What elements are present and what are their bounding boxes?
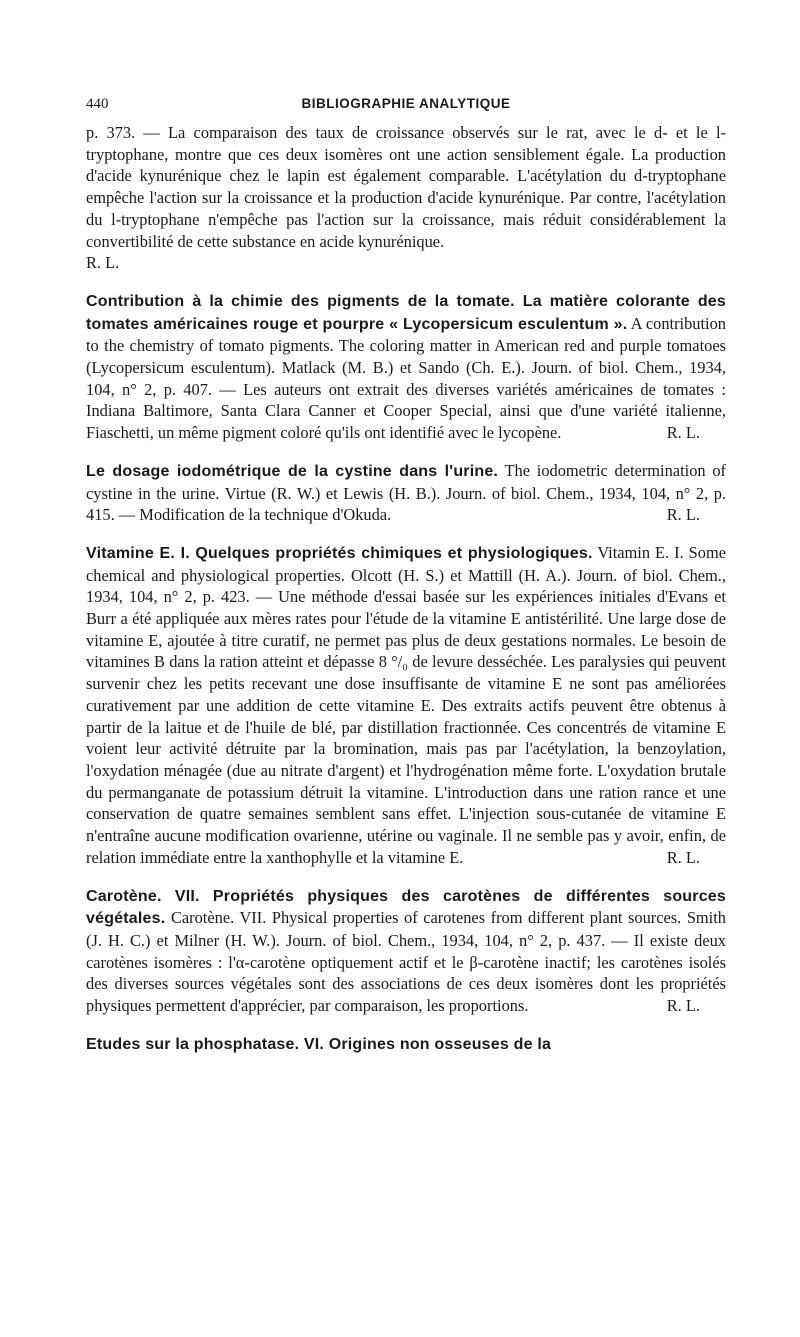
abstract-signature: R. L. xyxy=(666,505,700,525)
abstract-signature: R. L. xyxy=(86,253,120,273)
abstract-body: Contribution à la chimie des pigments de la tomate. La matière colorante des tomates américaines rouge et pourpre « Lycopersicum esculentum ». A contribution to the chemistry of tomato pigments. The coloring matter in American red and purple tomatoes (Lycopersicum esculentum). Matlack (M. B.) et Sando (Ch. E.). Journ. of biol. Chem., 1934, 104, n° 2, p. 407. — Les auteurs ont extrait des diverses variétés américaines de tomates : Indiana Baltimore, Santa Clara Canner et Cooper Special, ainsi que d'une variété italienne, Fiaschetti, un même pigment coloré qu'ils ont identifié avec le lycopène. R. L. xyxy=(86,292,727,443)
abstract-entry xyxy=(86,122,726,274)
abstract-signature: R. L. xyxy=(666,996,700,1016)
abstract-title: Vitamine E. I. Quelques propriétés chimiques et physiologiques. xyxy=(86,544,593,562)
abstract-title: Carotène. VII. Propriétés physiques des carotènes de différentes sources végétales. xyxy=(86,887,726,928)
document-page xyxy=(86,92,726,1055)
abstract-title: Contribution à la chimie des pigments de la tomate. La matière colorante des tomates américaines rouge et pourpre « Lycopersicum esculentum ». xyxy=(86,292,726,333)
abstract-title: Etudes sur la phosphatase. VI. Origines non osseuses de la xyxy=(86,1035,552,1053)
abstract-body: Le dosage iodométrique de la cystine dans l'urine. The iodometric determination of cystine in the urine. Virtue (R. W.) et Lewis (H. B.). Journ. of biol. Chem., 1934, 104, n° 2, p. 415. — Modification de la technique d'Okuda. R. L. xyxy=(86,460,726,525)
abstract-body xyxy=(86,1033,726,1056)
page-header xyxy=(86,92,726,122)
running-title: BIBLIOGRAPHIE ANALYTIQUE xyxy=(301,96,511,111)
abstract-signature: R. L. xyxy=(666,423,700,443)
page-number: 440 xyxy=(86,96,109,112)
abstract-entry xyxy=(86,290,726,444)
abstract-entry xyxy=(86,1033,726,1056)
abstract-body: p. 373. — La comparaison des taux de croissance observés sur le rat, avec le d- et le l-tryptophane, montre que ces deux isomères ont une action sensiblement égale. La production d'acide kynurénique chez le lapin est également comparable. L'acétylation du d-tryptophane empêche l'action sur la croissance et la production d'acide kynurénique. Par contre, l'acétylation du l-tryptophane n'empêche pas l'action sur la croissance, mais réduit considérablement la convertibilité de cette substance en acide kynurénique. xyxy=(86,123,726,251)
abstract-title: Le dosage iodométrique de la cystine dans l'urine. xyxy=(86,462,499,480)
abstract-entry xyxy=(86,885,726,1017)
abstract-body: Carotène. VII. Propriétés physiques des carotènes de différentes sources végétales. Carotène. VII. Physical properties of carotenes from different plant sources. Smith (J. H. C.) et Milner (H. W.). Journ. of biol. Chem., 1934, 104, n° 2, p. 437. — Il existe deux carotènes isomères : l'α-carotène optiquement actif et le β-carotène inactif; les carotènes isolés des diverses sources végétales sont des associations de ces deux isomères dont les propriétés physiques permettent d'apprécier, par comparaison, les proportions. R. L. xyxy=(86,887,726,1016)
abstract-signature: R. L. xyxy=(666,847,700,867)
abstract-entry xyxy=(86,542,726,869)
abstract-entry xyxy=(86,460,726,526)
abstract-body: Vitamine E. I. Quelques propriétés chimiques et physiologiques. Vitamin E. I. Some chemical and physiological properties. Olcott (H. S.) et Mattill (H. A.). Journ. of biol. Chem., 1934, 104, n° 2, p. 423. — Une méthode d'essai basée sur les expériences initiales d'Evans et Burr a été appliquée aux mères rates pour l'étude de la vitamine E antistérilité. Une large dose de vitamine E, ajoutée à titre curatif, ne permet pas plus de deux gestations normales. Le besoin de vitamines B dans la ration atteint et dépasse 8 °/₀ de levure desséchée. Les paralysies qui peuvent survenir chez les petits recevant une dose insuffisante de vitamine E ne sont pas améliorées curativement par une addition de cette vitamine E. Des extraits actifs peuvent être obtenus à partir de la laitue et de l'huile de blé, par distillation fractionnée. Ces concentrés de vitamine E voient leur activité détruite par la bromination, mais pas par l'acétylation, la benzoylation, l'oxydation ménagée (due au nitrate d'argent) et l'hydrogénation même forte. L'oxydation brutale du permanganate de potassium détruit la vitamine. L'introduction dans une ration rance et une conservation de quatre semaines semblent sans effet. L'injection sous-cutanée de vitamine E n'entraîne aucune modification ovarienne, utérine ou vaginale. Il ne semble pas y avoir, enfin, de relation immédiate entre la xanthophylle et la vitamine E. R. L. xyxy=(86,542,726,867)
